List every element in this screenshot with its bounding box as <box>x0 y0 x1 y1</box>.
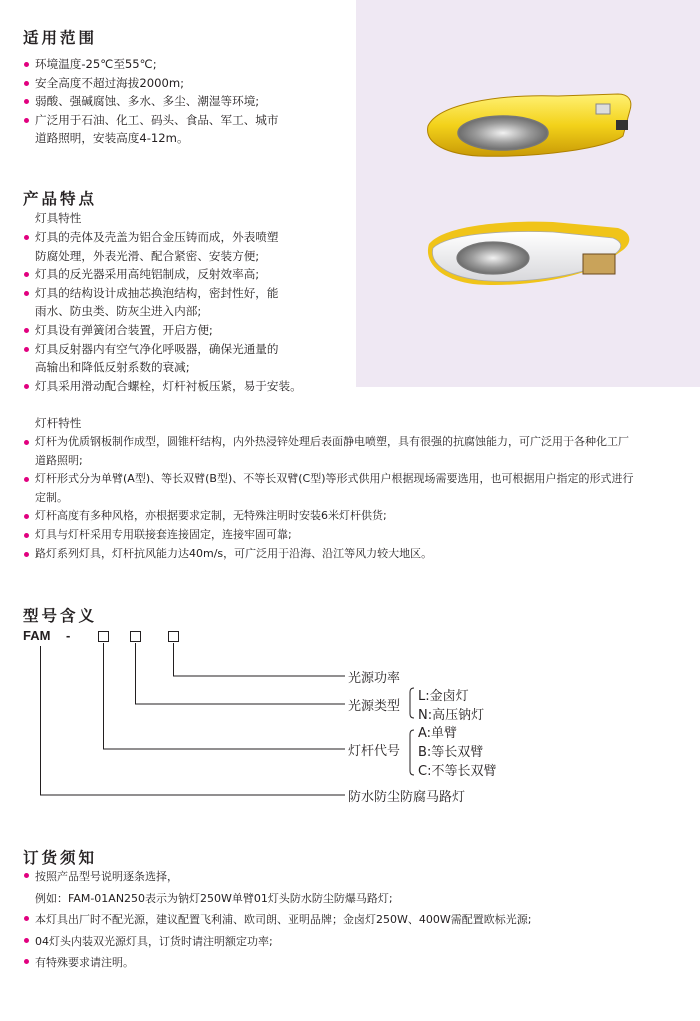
pole-option-a: A:单臂 <box>418 726 458 741</box>
list-item: 广泛用于石油、化工、码头、食品、军工、城市 <box>23 111 278 130</box>
list-item: 灯杆高度有多种风格，亦根据要求定制，无特殊注明时安装6米灯杆供货; <box>23 507 700 526</box>
scope-title: 适用范围 <box>23 29 98 47</box>
list-item: 安全高度不超过海拔2000m; <box>23 74 278 93</box>
list-item: 灯具的反光器采用高纯铝制成，反射效率高; <box>23 265 302 284</box>
list-item: 灯具采用滑动配合螺栓，灯杆衬板压紧，易于安装。 <box>23 377 302 396</box>
list-item: 防腐处理，外表光滑、配合紧密、安装方便; <box>35 248 260 263</box>
pole-option-b: B:等长双臂 <box>418 745 484 760</box>
list-item: 环境温度-25℃至55℃; <box>23 55 278 74</box>
list-item: 灯具的结构设计成抽芯换泡结构，密封性好，能 <box>23 284 302 303</box>
list-item: 按照产品型号说明逐条选择， <box>23 866 531 888</box>
list-item: 灯杆为优质钢板制作成型，圆锥杆结构，内外热浸锌处理后表面静电喷塑，具有很强的抗腐蚀能力，可广泛用于各种化工厂 <box>23 433 700 452</box>
pole-code-label: 灯杆代号 <box>348 744 401 759</box>
source-type-label: 光源类型 <box>348 699 401 714</box>
list-item: 例如：FAM-01AN250表示为钠灯250W单臂01灯头防水防尘防爆马路灯; <box>35 891 393 905</box>
list-item: 灯具与灯杆采用专用联接套连接固定，连接牢固可靠; <box>23 526 700 545</box>
list-item: 道路照明; <box>35 453 83 467</box>
model-title: 型号含义 <box>23 607 98 625</box>
order-list <box>23 866 531 974</box>
list-item: 本灯具出厂时不配光源，建议配置飞利浦、欧司朗、亚明品牌；金卤灯250W、400W需配置欧标光源; <box>23 909 531 931</box>
features-title: 产品特点 <box>23 190 98 208</box>
model-dash: - <box>66 628 71 643</box>
list-item: 定制。 <box>35 490 68 504</box>
order-title: 订货须知 <box>23 849 98 867</box>
list-item: 高输出和降低反射系数的衰减; <box>35 360 190 375</box>
list-item: 灯具设有弹簧闭合装置，开启方便; <box>23 321 302 340</box>
list-item: 灯具的壳体及壳盖为铝合金压铸而成，外表喷塑 <box>23 228 302 247</box>
list-item: 雨水、防虫类、防灰尘进入内部; <box>35 304 202 319</box>
source-option-n: N:高压钠灯 <box>418 708 485 723</box>
power-label: 光源功率 <box>348 671 401 686</box>
list-item: 弱酸、强碱腐蚀、多水、多尘、潮湿等环境; <box>23 92 278 111</box>
list-item: 灯具反射器内有空气净化呼吸器，确保光通量的 <box>23 340 302 359</box>
pole-option-c: C:不等长双臂 <box>418 764 497 779</box>
list-item: 有特殊要求请注明。 <box>23 952 531 974</box>
pole-features-heading: 灯杆特性 <box>35 416 82 430</box>
list-item: 路灯系列灯具，灯杆抗风能力达40m/s，可广泛用于沿海、沿江等风力较大地区。 <box>23 545 700 564</box>
list-item: 04灯头内装双光源灯具，订货时请注明额定功率; <box>23 931 531 953</box>
list-item: 道路照明，安装高度4-12m。 <box>35 131 189 146</box>
lamp-features-heading: 灯具特性 <box>35 211 82 225</box>
source-option-l: L:金卤灯 <box>418 689 469 704</box>
list-item: 灯杆形式分为单臂(A型)、等长双臂(B型)、不等长双臂(C型)等形式供用户根据现场需要选用，也可根据用户指定的形式进行 <box>23 470 700 489</box>
product-name-label: 防水防尘防腐马路灯 <box>348 790 466 805</box>
model-code: FAM <box>23 628 51 643</box>
